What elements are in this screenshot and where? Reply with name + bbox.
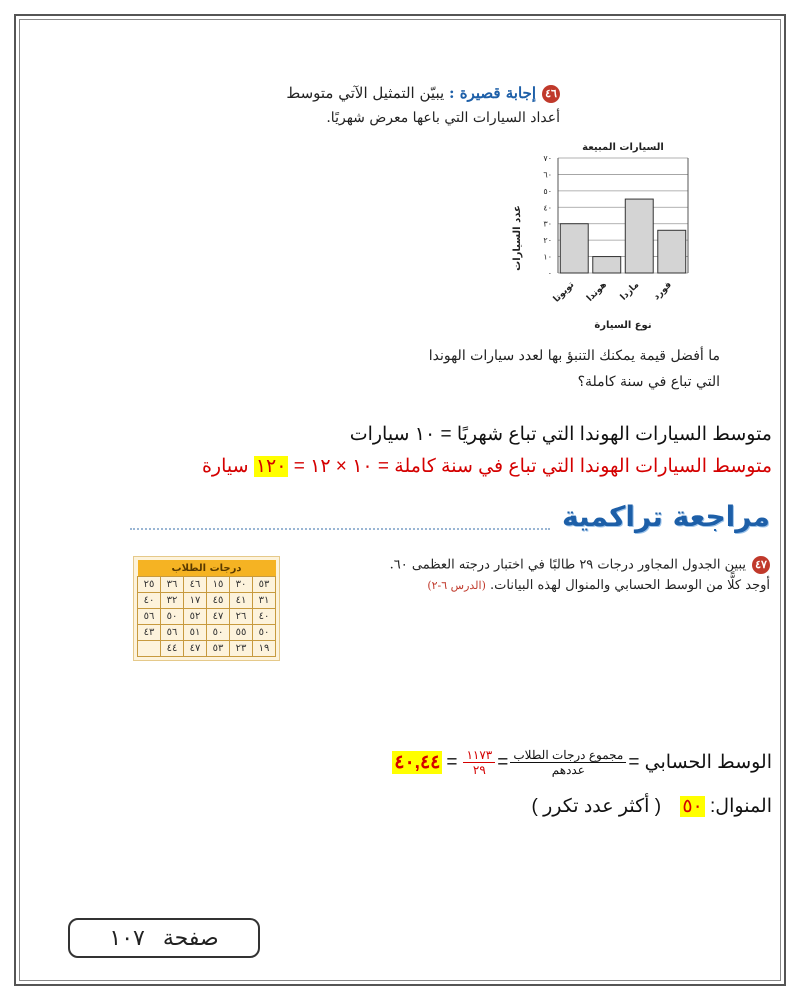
answer46-unit: سيارة	[201, 456, 249, 477]
frac-words-num: مجموع درجات الطلاب	[510, 748, 626, 763]
scores-table-title: درجات الطلاب	[138, 560, 276, 577]
chart-ytick-label: ٥٠	[543, 186, 552, 196]
table-cell: ٤٠	[138, 593, 161, 609]
chart-ytick-label: ٣٠	[543, 219, 552, 229]
table-cell: ٥٠	[161, 609, 184, 625]
mode-note: ( أكثر عدد تكرر )	[531, 796, 662, 817]
chart-bar	[560, 224, 588, 273]
chart-xtick-label: فورد	[651, 280, 674, 303]
page-number: ١٠٧	[109, 925, 145, 951]
table-cell: ١٩	[253, 641, 276, 657]
q47-lesson-ref: (الدرس ٦-٢)	[427, 579, 486, 592]
table-cell: ٥٦	[138, 609, 161, 625]
q47-line1	[390, 556, 770, 574]
table-row	[138, 625, 276, 641]
page-number-box	[68, 918, 260, 958]
q46-question-line2: التي تباع في سنة كاملة؟	[577, 374, 720, 390]
table-cell: ٥٣	[207, 641, 230, 657]
review-title: مراجعة تراكمية	[561, 500, 770, 533]
table-cell: ٥١	[184, 625, 207, 641]
frac-words-den: عددهم	[551, 763, 585, 777]
scores-table-box	[133, 556, 280, 661]
table-cell: ٥٠	[253, 625, 276, 641]
answer47-mean	[392, 748, 772, 777]
chart-ytick-label: ٧٠	[543, 154, 552, 163]
car-sales-chart	[500, 138, 730, 336]
table-cell: ٢٥	[138, 577, 161, 593]
q46-question-line1: ما أفضل قيمة يمكنك التنبؤ بها لعدد سيارات الهوندا	[428, 348, 720, 364]
q47-text2: أوجد كلًّا من الوسط الحسابي والمنوال لهذه البيانات.	[490, 578, 770, 593]
table-cell: ٥٥	[230, 625, 253, 641]
table-cell: ٤٠	[253, 609, 276, 625]
chart-title: السيارات المبيعة	[582, 142, 664, 153]
mean-label: الوسط الحسابي =	[628, 752, 772, 773]
chart-xtick-label: مازدا	[618, 280, 642, 303]
table-cell: ١٧	[184, 593, 207, 609]
q47-number: ٤٧	[752, 556, 770, 574]
chart-xtick-label: هوندا	[585, 280, 609, 304]
table-cell: ٤٦	[184, 577, 207, 593]
table-cell: ٢٣	[230, 641, 253, 657]
mean-eq-2: =	[446, 751, 458, 773]
chart-bar	[658, 230, 686, 273]
table-cell: ٤١	[230, 593, 253, 609]
chart-xlabel: نوع السيارة	[594, 320, 652, 331]
table-cell: ٢٦	[230, 609, 253, 625]
mode-label: المنوال:	[710, 796, 772, 817]
chart-xtick-label: تويوتا	[551, 280, 577, 305]
q46-line1	[286, 84, 560, 103]
answer46-line2	[202, 455, 772, 478]
table-cell: ٤٧	[207, 609, 230, 625]
page-word: صفحة	[162, 925, 219, 951]
table-cell: ٥٣	[253, 577, 276, 593]
chart-bar	[625, 199, 653, 273]
q47-line2	[427, 578, 770, 593]
chart-ytick-label: ٦٠	[543, 170, 552, 180]
table-cell: ٣٠	[230, 577, 253, 593]
table-cell: ٤٥	[207, 593, 230, 609]
table-cell: ٥٢	[184, 609, 207, 625]
table-cell: ٥٦	[161, 625, 184, 641]
table-cell: ٣١	[253, 593, 276, 609]
q46-line2: أعداد السيارات التي باعها معرض شهريًا.	[326, 110, 560, 126]
table-cell: ٣٢	[161, 593, 184, 609]
table-row	[138, 641, 276, 657]
q46-heading: إجابة قصيرة :	[448, 84, 536, 102]
frac-num: ١١٧٣	[463, 748, 495, 763]
table-cell: ٣٦	[161, 577, 184, 593]
chart-ytick-label: ٤٠	[543, 203, 552, 213]
table-cell: ٤٧	[184, 641, 207, 657]
review-divider	[130, 528, 550, 530]
answer47-mode	[532, 795, 772, 818]
mode-value: ٥٠	[682, 796, 703, 817]
chart-bar	[593, 257, 621, 273]
table-cell: ٥٠	[207, 625, 230, 641]
table-cell: ٤٣	[138, 625, 161, 641]
answer46-result: ١٢٠	[255, 456, 287, 477]
table-row	[138, 593, 276, 609]
mean-fraction-numbers	[463, 748, 495, 777]
q46-intro: يبيّن التمثيل الآتي متوسط	[286, 84, 445, 102]
chart-ylabel: عدد السيارات	[512, 205, 523, 271]
table-cell: ١٥	[207, 577, 230, 593]
q47-text1: يبين الجدول المجاور درجات ٢٩ طالبًا في اختبار درجته العظمى ٦٠.	[389, 557, 746, 573]
mean-eq-1: =	[497, 751, 509, 773]
chart-ytick-label: ١٠	[543, 252, 552, 262]
frac-den: ٢٩	[472, 763, 486, 777]
table-cell: ٤٤	[161, 641, 184, 657]
chart-ytick-label: ٠	[547, 269, 552, 278]
table-cell	[138, 641, 161, 657]
mean-result: ٤٠,٤٤	[394, 752, 441, 773]
table-row	[138, 609, 276, 625]
q46-number: ٤٦	[542, 85, 560, 103]
answer46-expression: متوسط السيارات الهوندا التي تباع في سنة كاملة = ١٠ × ١٢ =	[293, 456, 772, 477]
mean-fraction-words	[510, 748, 626, 777]
table-row	[138, 577, 276, 593]
answer46-line1: متوسط السيارات الهوندا التي تباع شهريًا = ١٠ سيارات	[349, 424, 772, 445]
scores-table	[137, 560, 276, 657]
chart-ytick-label: ٢٠	[543, 236, 552, 246]
